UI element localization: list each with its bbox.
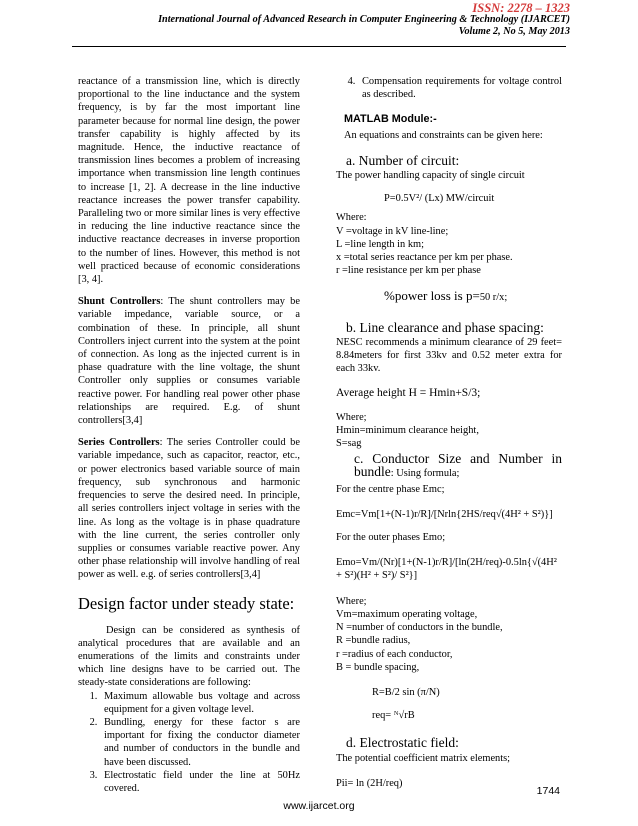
- list-item: 4. Compensation requirements for voltage control as described.: [358, 75, 562, 101]
- where-label: Where;: [336, 595, 367, 607]
- pii-formula: Pii= ln (2H/req): [336, 777, 403, 789]
- subsection-d-title: d. Electrostatic field:: [346, 735, 459, 751]
- matlab-title: MATLAB Module:-: [344, 113, 437, 126]
- paragraph-shunt: [78, 295, 300, 427]
- def-line: Hmin=minimum clearance height,: [336, 424, 479, 436]
- subsection-a-text: The power handling capacity of single circuit: [336, 170, 525, 182]
- volume-info: Volume 2, No 5, May 2013: [458, 26, 570, 37]
- def-line: x =total series reactance per km per phase.: [336, 252, 513, 264]
- right-column: [336, 75, 562, 790]
- list-item: 3. Electrostatic field under the line at 50Hz covered.: [100, 769, 300, 795]
- subsection-b-title: b. Line clearance and phase spacing:: [346, 319, 544, 335]
- emo-formula: Emo=Vm/(Nr)[1+(N-1)r/R]/[ln(2H/req)-0.5ln{√(4H² + S²)(H² + S²)/ S²}]: [336, 557, 557, 582]
- def-line: N =number of conductors in the bundle,: [336, 622, 503, 634]
- steady-state-list: [78, 690, 300, 796]
- def-line: B = bundle spacing,: [336, 661, 420, 673]
- series-label: Series Controllers: [78, 437, 160, 449]
- list-item: 2. Bundling, energy for these factor s are important for fixing the conductor diameter and number of conductors in the bundle and have been discussed.: [100, 716, 300, 769]
- subsection-c-heading: c. Conductor Size and Number in bundle: [354, 451, 562, 480]
- bundle-radius-formula: R=B/2 sin (π/N): [372, 686, 440, 698]
- journal-header: [158, 2, 570, 38]
- shunt-label: Shunt Controllers: [78, 296, 161, 308]
- steady-state-list-continued: [336, 75, 562, 101]
- def-line: S=sag: [336, 438, 362, 450]
- paragraph-reactance: reactance of a transmission line, which is directly proportional to the line inductance and the system frequency, is by far the most important line parameter because for normal line design, the power transfer capability is highly affected by its magnitude. Hence, the inductive reactance of transmission lines becomes a problem of increasing importance when transmission line length continues to increase [1, 2]. A decrease in the line inductive reactance increases the power transfer capability. Paralleling two or more similar lines is very effective in reducing the line inductive reactance since the inductive reactance decreases in inverse proportion to the number of lines. However, this method is not well practiced because of economic considerations [3, 4].: [78, 76, 300, 286]
- def-line: R =bundle radius,: [336, 635, 411, 647]
- where-label: Where:: [336, 212, 367, 224]
- issn: ISSN: 2278 – 1323: [472, 1, 570, 15]
- power-loss-value: 50 r/x;: [479, 292, 508, 304]
- subsection-d-text: The potential coefficient matrix elements;: [336, 752, 511, 764]
- def-line: r =radius of each conductor,: [336, 648, 453, 660]
- page-number: 1744: [536, 785, 560, 797]
- power-loss-label: %power loss is p=: [384, 288, 480, 304]
- subsection-c-tail: : Using formula;: [390, 468, 460, 480]
- subsection-c-title: [336, 452, 562, 480]
- def-line: L =line length in km;: [336, 238, 425, 250]
- series-text: : The series Controller could be variable impedance, such as capacitor, reactor, etc., or power electronics based variable source of main frequency, sub synchronous and harmonic frequencies to serve the desired need. In principle, all series controllers inject voltage in series with the line. As long as the voltage is in phase quadrature with the line current, the series controller only supplies or consumes variable reactive power. Any other phase relationship will involve handling of real power as well. e.g. of series controllers[3,4]: [78, 437, 300, 581]
- left-column: [78, 75, 300, 795]
- where-label: Where;: [336, 411, 367, 423]
- def-line: r =line resistance per km per phase: [336, 265, 481, 277]
- average-height-formula: Average height H = Hmin+S/3;: [336, 387, 481, 400]
- journal-title: International Journal of Advanced Research in Computer Engineering & Technology (IJARCET): [158, 14, 570, 25]
- centre-phase-label: For the centre phase Emc;: [336, 483, 445, 495]
- outer-phase-label: For the outer phases Emo;: [336, 532, 446, 544]
- emc-formula: Emc=Vm[1+(N-1)r/R]/[Nrln{2HS/req√(4H² + S²)}]: [336, 508, 553, 520]
- subsection-b-text: NESC recommends a minimum clearance of 29 feet= 8.84meters for first 33kv and 0.52 meter extra for each 33kv.: [336, 336, 562, 375]
- def-line: Vm=maximum operating voltage,: [336, 608, 478, 620]
- section-title-design: Design factor under steady state:: [78, 593, 295, 613]
- list-item: 1. Maximum allowable bus voltage and across equipment for a given voltage level.: [100, 690, 300, 716]
- power-formula: P=0.5V²/ (Lx) MW/circuit: [384, 193, 495, 205]
- footer-url: www.ijarcet.org: [283, 800, 355, 812]
- header-rule: [72, 46, 566, 47]
- power-loss-formula: [336, 289, 562, 304]
- paragraph-series: [78, 436, 300, 581]
- subsection-a-title: a. Number of circuit:: [346, 152, 460, 168]
- req-formula: req= ᴺ√rB: [372, 710, 415, 722]
- paragraph-design: Design can be considered as synthesis of analytical procedures that are available and an enumerations of the limits and constraints under which line designs have to be carried out. The steady-state considerations are following:: [78, 624, 300, 689]
- shunt-text: : The shunt controllers may be variable impedance, variable source, or a combination of these. In principle, all shunt Controllers inject current into the system at the point of connection. As long as the injected current is in phase quadrature with the line voltage, the shunt Controller only supplies or consumes variable reactive power. For handling real power other phase relationships are required. E.g. of shunt controllers[3,4]: [78, 296, 300, 427]
- matlab-text: An equations and constraints can be given here:: [344, 129, 543, 141]
- def-line: V =voltage in kV line-line;: [336, 225, 449, 237]
